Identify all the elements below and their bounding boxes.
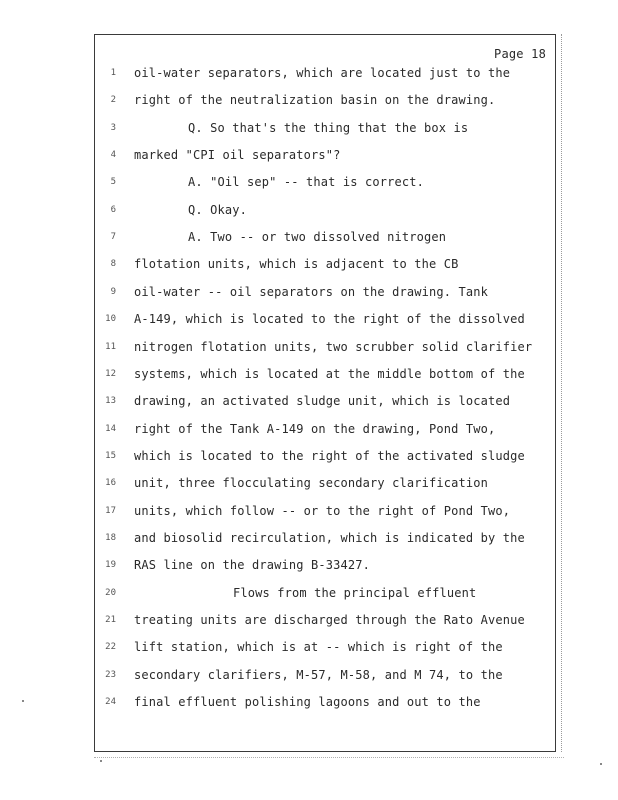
transcript-line <box>0 173 618 200</box>
line-number: 19 <box>105 560 116 571</box>
transcript-line <box>0 255 618 282</box>
line-number: 23 <box>105 669 116 680</box>
line-number: 24 <box>105 697 116 708</box>
line-text: drawing, an activated sludge unit, which is located <box>134 394 511 409</box>
transcript-line <box>0 146 618 173</box>
transcript-line <box>0 584 618 611</box>
line-text: which is located to the right of the activated sludge <box>134 448 525 463</box>
transcript-line <box>0 447 618 474</box>
line-text: Flows from the principal effluent <box>233 585 477 600</box>
scan-speck <box>22 700 24 702</box>
line-number: 10 <box>105 314 116 325</box>
transcript-line <box>0 283 618 310</box>
transcript-line <box>0 529 618 556</box>
line-text: Q. Okay. <box>188 202 247 217</box>
line-number: 17 <box>105 505 116 516</box>
line-number: 9 <box>110 286 116 297</box>
line-text: right of the neutralization basin on the drawing. <box>134 93 496 108</box>
transcript-line <box>0 119 618 146</box>
line-number: 2 <box>110 95 116 106</box>
line-text: Q. So that's the thing that the box is <box>188 120 469 135</box>
line-text: lift station, which is at -- which is right of the <box>134 640 503 655</box>
line-text: right of the Tank A-149 on the drawing, Pond Two, <box>134 421 496 436</box>
line-text: A-149, which is located to the right of the dissolved <box>134 312 525 327</box>
transcript-line <box>0 420 618 447</box>
line-text: oil-water -- oil separators on the drawing. Tank <box>134 284 488 299</box>
line-number: 14 <box>105 423 116 434</box>
transcript-line <box>0 392 618 419</box>
line-text: A. Two -- or two dissolved nitrogen <box>188 230 447 245</box>
line-text: flotation units, which is adjacent to the CB <box>134 257 459 272</box>
line-text: nitrogen flotation units, two scrubber solid clarifier <box>134 339 533 354</box>
transcript-line <box>0 474 618 501</box>
transcript-line <box>0 365 618 392</box>
line-number: 7 <box>110 232 116 243</box>
line-number: 21 <box>105 615 116 625</box>
line-text: A. "Oil sep" -- that is correct. <box>188 175 424 190</box>
transcript-line <box>0 91 618 118</box>
line-text: and biosolid recirculation, which is indicated by the <box>134 530 525 545</box>
line-number: 18 <box>105 532 116 543</box>
line-number: 13 <box>105 396 116 407</box>
transcript-line <box>0 64 618 91</box>
transcript-line <box>0 666 618 693</box>
line-number: 5 <box>110 177 116 188</box>
line-number: 20 <box>105 587 116 598</box>
line-number: 8 <box>110 259 116 270</box>
line-text: marked "CPI oil separators"? <box>134 148 341 163</box>
line-number: 3 <box>110 122 116 133</box>
line-number: 11 <box>105 341 116 352</box>
line-number: 1 <box>110 68 116 78</box>
line-number: 4 <box>110 150 116 161</box>
line-text: units, which follow -- or to the right of Pond Two, <box>134 503 511 518</box>
line-number: 12 <box>105 368 116 379</box>
transcript-line <box>0 611 618 638</box>
transcript-line <box>0 338 618 365</box>
line-text: treating units are discharged through the Rato Avenue <box>134 613 525 627</box>
scan-speck <box>600 763 602 765</box>
transcript-line <box>0 310 618 337</box>
line-text: RAS line on the drawing B-33427. <box>134 558 370 573</box>
line-text: systems, which is located at the middle bottom of the <box>134 366 525 381</box>
line-text: secondary clarifiers, M-57, M-58, and M 74, to the <box>134 667 503 682</box>
transcript-line <box>0 693 618 720</box>
line-number: 22 <box>105 642 116 653</box>
transcript-line <box>0 556 618 583</box>
line-text: unit, three flocculating secondary clarification <box>134 476 488 491</box>
transcript-line <box>0 638 618 665</box>
line-number: 15 <box>105 450 116 461</box>
transcript-line <box>0 502 618 529</box>
footer-rule <box>94 757 564 758</box>
line-text: final effluent polishing lagoons and out to the <box>134 695 481 710</box>
transcript-line <box>0 201 618 228</box>
line-number: 6 <box>110 204 116 215</box>
transcript-line <box>0 228 618 255</box>
line-text: oil-water separators, which are located just to the <box>134 66 511 80</box>
scan-speck <box>100 760 102 762</box>
page-number: Page 18 <box>494 47 546 61</box>
line-number: 16 <box>105 478 116 489</box>
